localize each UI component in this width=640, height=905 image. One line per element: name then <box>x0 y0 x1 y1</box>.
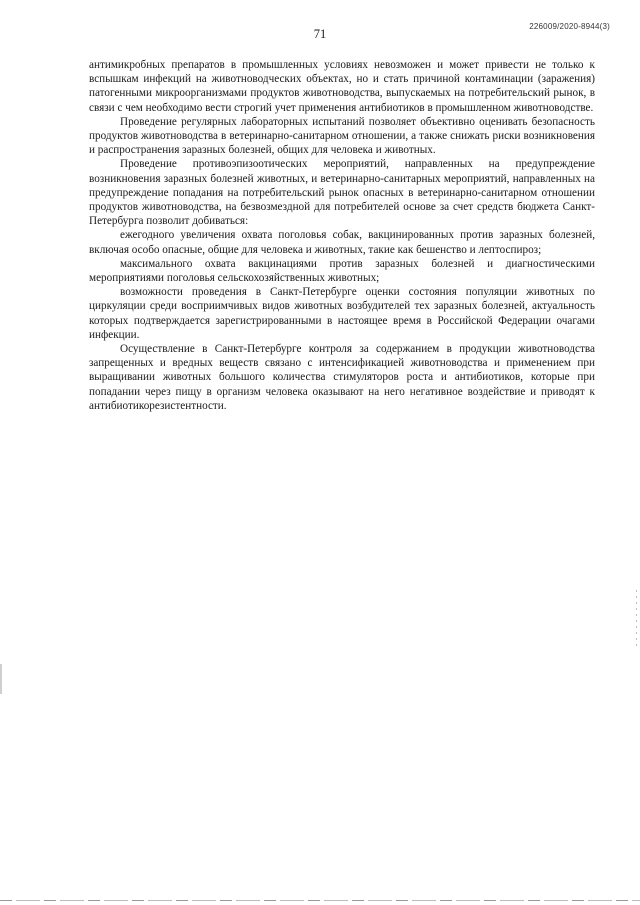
paragraph-1: антимикробных препаратов в промышленных условиях невозможен и может привести не только к вспышкам инфекций на животноводческих объектах, но и стать причиной контаминации (заражения) патогенными микроорганизмами продуктов животноводства, выпускаемых на потребительский рынок, в связи с чем необходимо вести строгий учет применения антибиотиков в промышленном животноводстве. <box>89 59 595 114</box>
document-registration-code: 226009/2020-8944(3) <box>529 22 610 31</box>
page-number: 71 <box>313 27 327 41</box>
paragraph-6: возможности проведения в Санкт-Петербурге оценки состояния популяции животных по циркуляции среди восприимчивых видов животных возбудителей тех заразных болезней, актуальность которых подтверждается зарегистрированными в настоящее время в Российской Федерации очагами инфекции. <box>89 286 595 341</box>
document-body <box>89 58 595 413</box>
paragraph-2: Проведение регулярных лабораторных испытаний позволяет объективно оценивать безопасность продуктов животноводства в ветеринарно-санитарном отношении, а также снижать риски возникновения и распространения заразных болезней, общих для человека и животных. <box>89 115 595 157</box>
scan-artifact-right-edge <box>636 590 637 650</box>
scan-artifact-left-edge <box>0 664 2 694</box>
paragraph-4: ежегодного увеличения охвата поголовья собак, вакцинированных против заразных болезней, включая особо опасные, общие для человека и животных, такие как бешенство и лептоспироз; <box>89 229 595 256</box>
paragraph-3: Проведение противоэпизоотических мероприятий, направленных на предупреждение возникновения заразных болезней животных, и ветеринарно-санитарных мероприятий, направленных на предупреждение попадания на потребительский рынок опасных в ветеринарно-санитарном отношении продуктов животноводства, на безвозмездной для потребителей основе за счет средств бюджета Санкт-Петербурга позволит добиваться: <box>89 158 595 228</box>
paragraph-5: максимального охвата вакцинациями против заразных болезней и диагностическими мероприятиями поголовья сельскохозяйственных животных; <box>89 257 595 285</box>
paragraph-7: Осуществление в Санкт-Петербурге контроля за содержанием в продукции животноводства запрещенных и вредных веществ связано с интенсификацией животноводства и применением при выращивании животных большого количества стимуляторов роста и антибиотиков, которые при попадании через пищу в организм человека оказывают на него негативное воздействие и приводят к антибиотикорезистентности. <box>89 343 595 412</box>
scan-artifact-bottom-edge <box>0 900 640 901</box>
